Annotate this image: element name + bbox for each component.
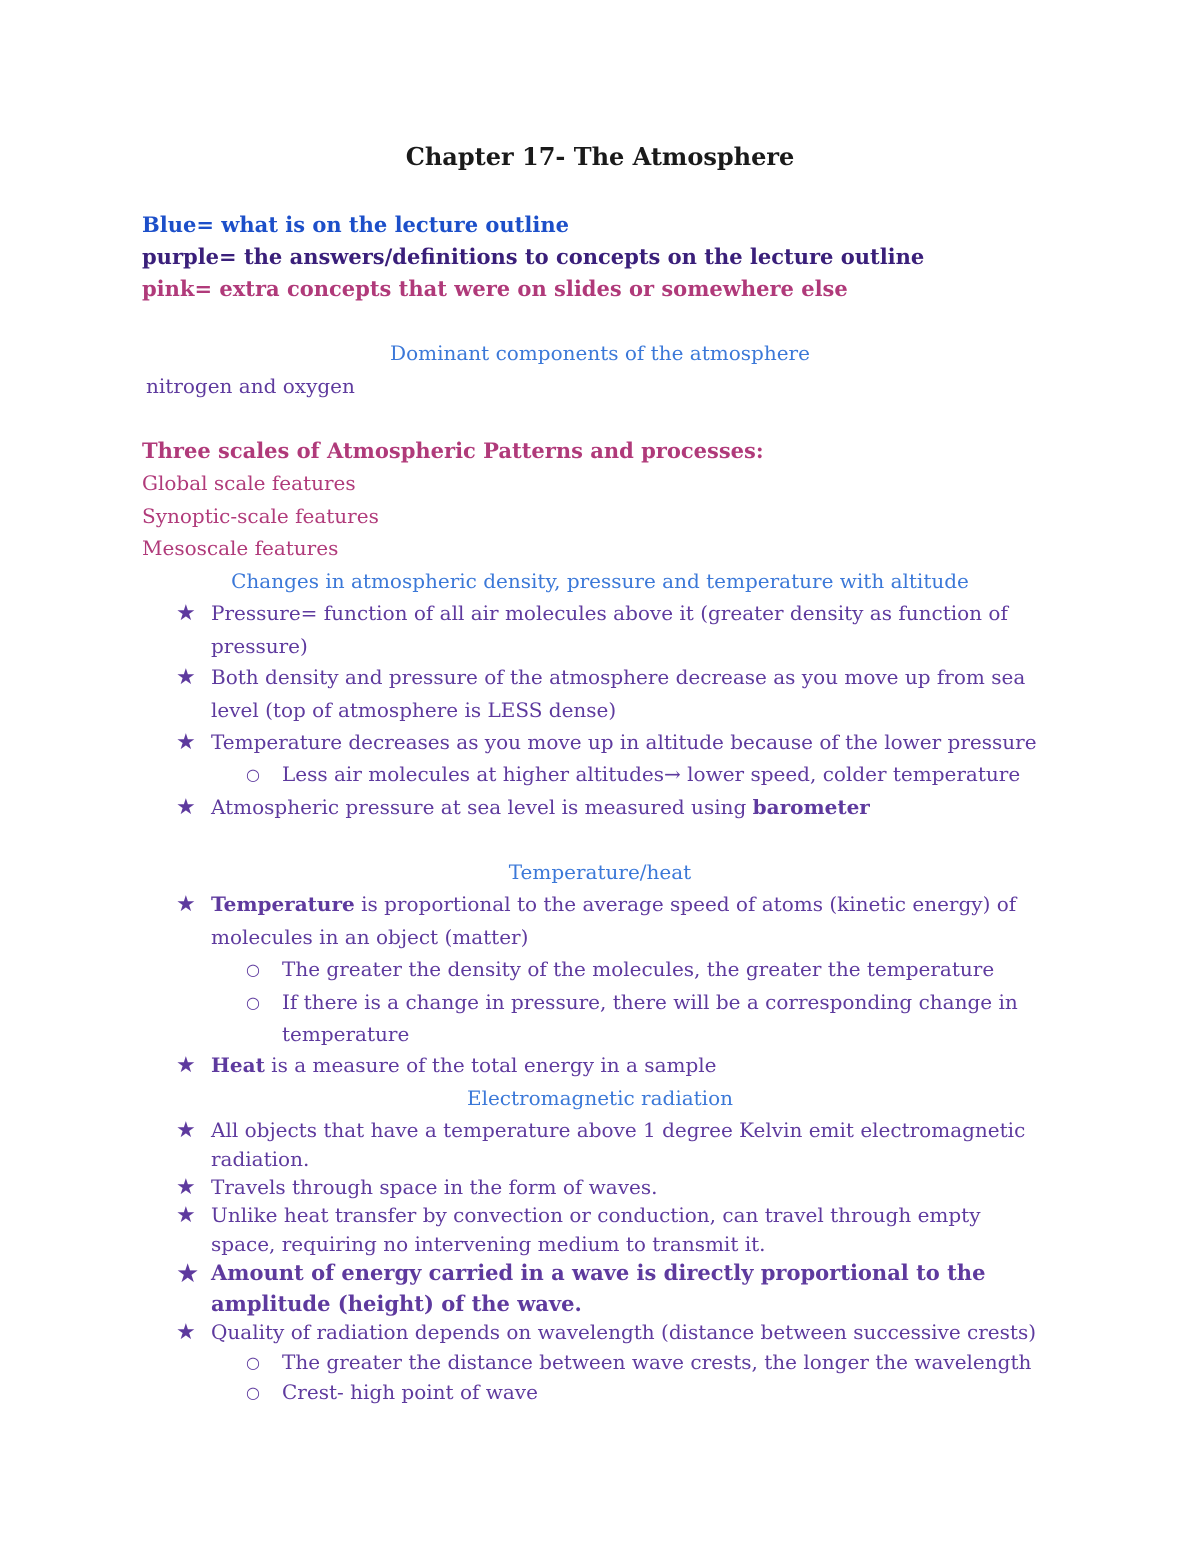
bullet-text: level (top of atmosphere is LESS dense) bbox=[211, 698, 617, 722]
bullet-text: Quality of radiation depends on wavelength (distance between successive crests) bbox=[211, 1320, 1037, 1344]
legend-pink: pink= extra concepts that were on slides or somewhere else bbox=[142, 276, 848, 301]
bullet-text: Amount of energy carried in a wave is directly proportional to the bbox=[211, 1260, 986, 1285]
bullet-text: Heat is a measure of the total energy in a sample bbox=[211, 1053, 717, 1077]
bullet-text: radiation. bbox=[211, 1147, 310, 1171]
sub-bullet-text: temperature bbox=[282, 1022, 410, 1046]
bullet-text: space, requiring no intervening medium to transmit it. bbox=[211, 1232, 766, 1256]
bullet-text: Unlike heat transfer by convection or conduction, can travel through empty bbox=[211, 1203, 981, 1227]
circle-bullet-icon: ○ bbox=[246, 1353, 260, 1372]
circle-bullet-icon: ○ bbox=[246, 993, 260, 1012]
bullet-text: amplitude (height) of the wave. bbox=[211, 1291, 582, 1316]
star-bullet-icon: ★ bbox=[176, 601, 196, 626]
sub-bullet-text: Crest- high point of wave bbox=[282, 1380, 538, 1404]
bullet-text: Atmospheric pressure at sea level is measured using barometer bbox=[211, 795, 870, 819]
star-bullet-icon: ★ bbox=[176, 1259, 200, 1289]
circle-bullet-icon: ○ bbox=[246, 765, 260, 784]
bullet-text: Travels through space in the form of waves. bbox=[211, 1175, 658, 1199]
star-bullet-icon: ★ bbox=[176, 730, 196, 755]
sub-bullet-text: The greater the density of the molecules, the greater the temperature bbox=[282, 957, 995, 981]
star-bullet-icon: ★ bbox=[176, 665, 196, 690]
temperature-heading: Temperature/heat bbox=[508, 860, 692, 884]
circle-bullet-icon: ○ bbox=[246, 1383, 260, 1402]
legend-blue: Blue= what is on the lecture outline bbox=[142, 212, 569, 237]
bullet-text: pressure) bbox=[211, 634, 308, 658]
scales-heading: Three scales of Atmospheric Patterns and processes: bbox=[142, 438, 764, 463]
sub-bullet-text: If there is a change in pressure, there will be a corresponding change in bbox=[282, 990, 1018, 1014]
page-title: Chapter 17- The Atmosphere bbox=[405, 142, 795, 171]
sub-bullet-text: The greater the distance between wave crests, the longer the wavelength bbox=[282, 1350, 1032, 1374]
bullet-text: All objects that have a temperature above 1 degree Kelvin emit electromagnetic bbox=[211, 1118, 1026, 1142]
bullet-text: Temperature is proportional to the average speed of atoms (kinetic energy) of bbox=[211, 892, 1017, 916]
legend-purple: purple= the answers/definitions to concepts on the lecture outline bbox=[142, 244, 925, 269]
star-bullet-icon: ★ bbox=[176, 1053, 196, 1078]
radiation-heading: Electromagnetic radiation bbox=[466, 1086, 734, 1110]
components-answer: nitrogen and oxygen bbox=[146, 374, 355, 398]
bullet-text: Temperature decreases as you move up in altitude because of the lower pressure bbox=[211, 730, 1037, 754]
star-bullet-icon: ★ bbox=[176, 892, 196, 917]
circle-bullet-icon: ○ bbox=[246, 960, 260, 979]
star-bullet-icon: ★ bbox=[176, 1118, 196, 1143]
scale-item: Synoptic-scale features bbox=[142, 504, 379, 528]
changes-heading: Changes in atmospheric density, pressure and temperature with altitude bbox=[231, 569, 969, 593]
scale-item: Mesoscale features bbox=[142, 536, 339, 560]
bullet-text: Pressure= function of all air molecules above it (greater density as function of bbox=[211, 601, 1008, 625]
sub-bullet-text: Less air molecules at higher altitudes→ lower speed, colder temperature bbox=[282, 762, 1021, 786]
bullet-text: molecules in an object (matter) bbox=[211, 925, 529, 949]
star-bullet-icon: ★ bbox=[176, 795, 196, 820]
star-bullet-icon: ★ bbox=[176, 1203, 196, 1228]
star-bullet-icon: ★ bbox=[176, 1175, 196, 1200]
components-heading: Dominant components of the atmosphere bbox=[390, 341, 810, 365]
scale-item: Global scale features bbox=[142, 471, 356, 495]
bullet-text: Both density and pressure of the atmosphere decrease as you move up from sea bbox=[211, 665, 1026, 689]
star-bullet-icon: ★ bbox=[176, 1320, 196, 1345]
